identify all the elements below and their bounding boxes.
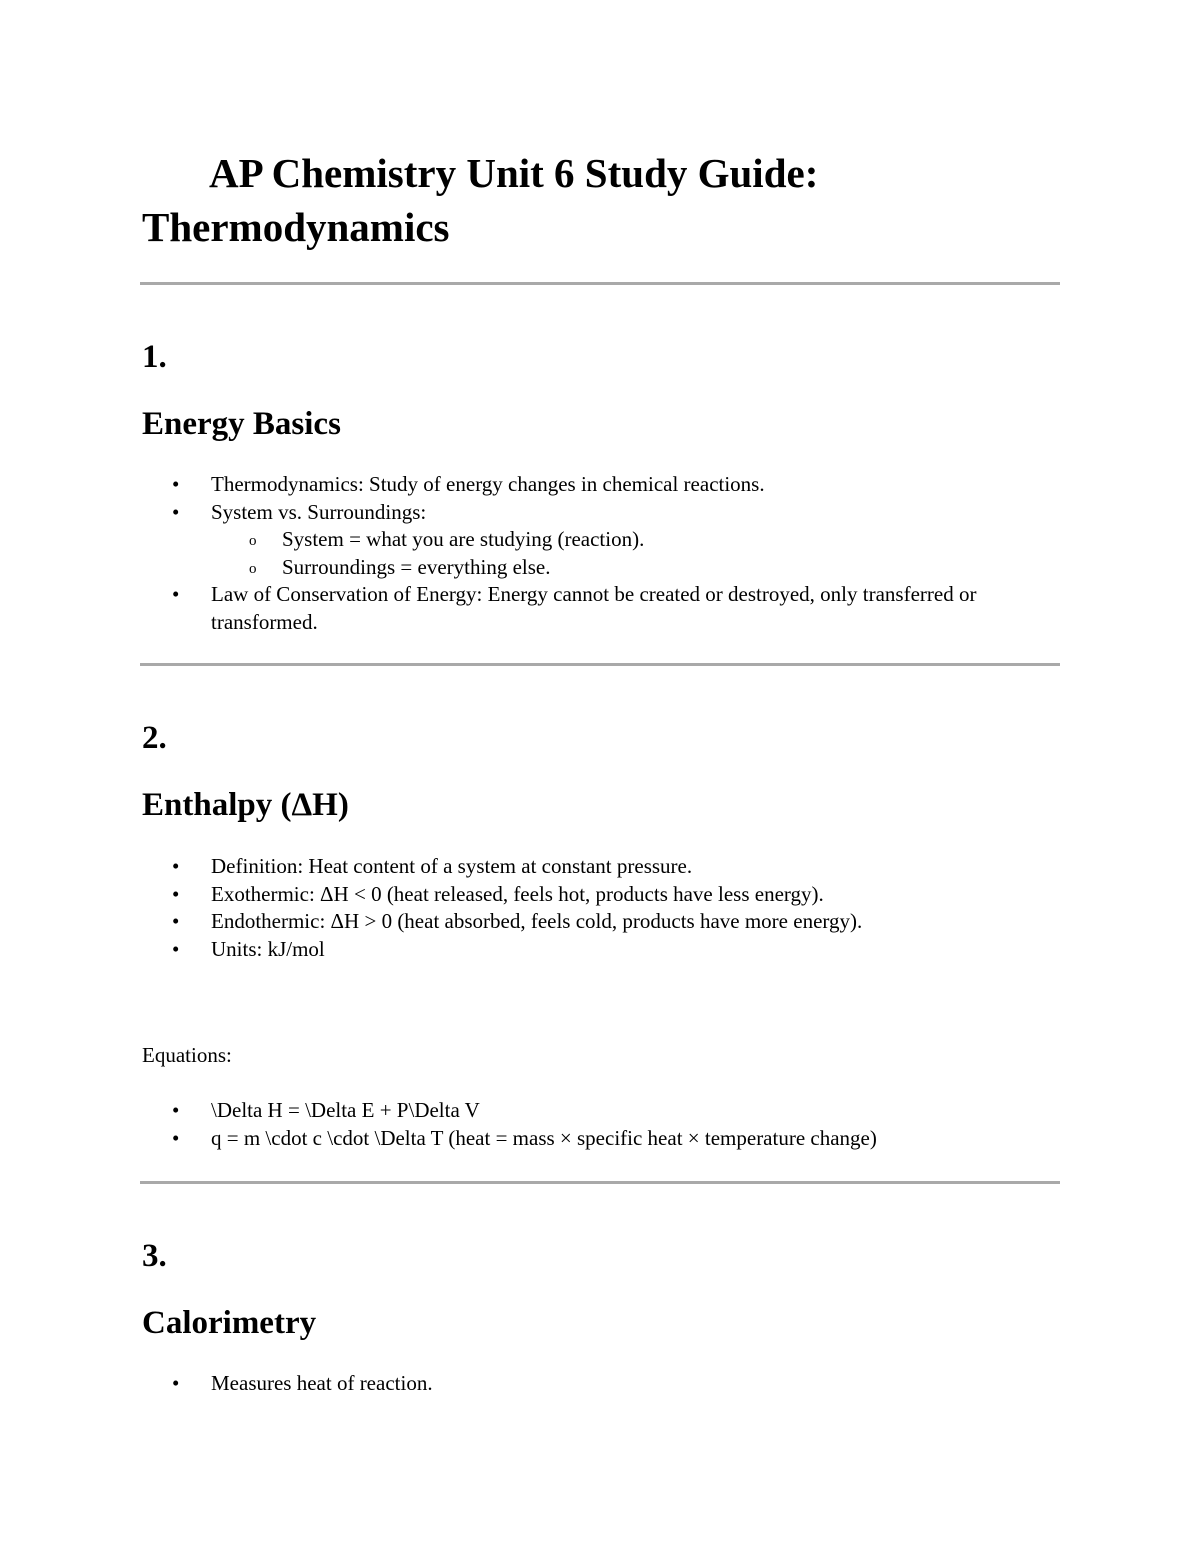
- section-number: 3.: [142, 1238, 167, 1274]
- document-title: AP Chemistry Unit 6 Study Guide: Thermodynamics: [142, 150, 819, 250]
- list-item: • Law of Conservation of Energy: Energy cannot be created or destroyed, only transferred or transformed.: [142, 581, 1052, 636]
- sub-list-item: o System = what you are studying (reaction).: [211, 526, 1052, 554]
- section-heading-enthalpy: Enthalpy (ΔH): [142, 787, 349, 823]
- equations-list: [142, 1097, 1052, 1152]
- energy-basics-list: [142, 471, 1052, 636]
- list-item: • Units: kJ/mol: [142, 936, 1052, 964]
- list-item: • Endothermic: ΔH > 0 (heat absorbed, feels cold, products have more energy).: [142, 908, 1052, 936]
- horizontal-rule: [140, 1181, 1060, 1184]
- section-number: 1.: [142, 339, 167, 375]
- section-number: 2.: [142, 720, 167, 756]
- list-item: • Measures heat of reaction.: [142, 1370, 1052, 1398]
- enthalpy-list: [142, 853, 1052, 963]
- horizontal-rule: [140, 663, 1060, 666]
- horizontal-rule: [140, 282, 1060, 285]
- equation-item: • q = m \cdot c \cdot \Delta T (heat = mass × specific heat × temperature change): [142, 1125, 1052, 1153]
- equations-label: Equations:: [142, 1043, 232, 1067]
- section-heading-calorimetry: Calorimetry: [142, 1305, 317, 1341]
- list-item: • Definition: Heat content of a system at constant pressure.: [142, 853, 1052, 881]
- list-item: • Exothermic: ΔH < 0 (heat released, feels hot, products have less energy).: [142, 881, 1052, 909]
- section-heading-energy-basics: Energy Basics: [142, 406, 341, 442]
- equation-item: • \Delta H = \Delta E + P\Delta V: [142, 1097, 1052, 1125]
- system-surroundings-sublist: [211, 526, 1052, 581]
- list-item: • Thermodynamics: Study of energy changes in chemical reactions.: [142, 471, 1052, 499]
- list-item-text: System vs. Surroundings:: [211, 499, 427, 524]
- list-item: [142, 499, 1052, 582]
- sub-list-item: o Surroundings = everything else.: [211, 554, 1052, 582]
- calorimetry-list: [142, 1370, 1052, 1398]
